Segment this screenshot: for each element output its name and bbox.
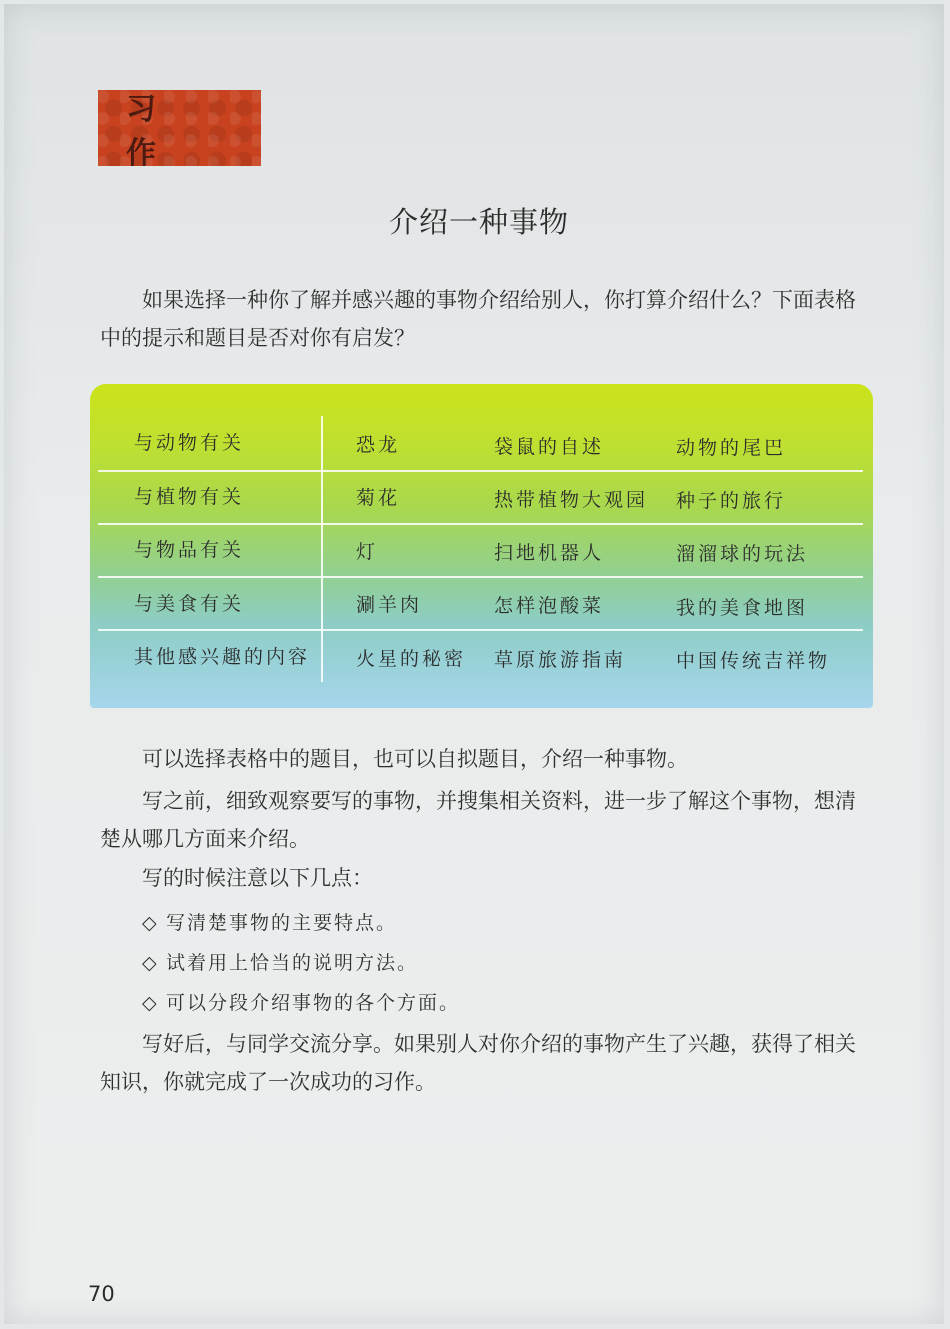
table-row-divider [98, 629, 863, 631]
table-cell: 热带植物大观园 [494, 489, 649, 511]
paragraph-2: 写之前，细致观察要写的事物，并搜集相关资料，进一步了解这个事物，想清楚从哪几方面来介绍。 [100, 789, 856, 851]
diamond-bullet-icon: ◇ [142, 912, 159, 934]
table-cell: 恐龙 [356, 434, 401, 456]
paragraph-4: 写好后，与同学交流分享。如果别人对你介绍的事物产生了兴趣，获得了相关知识，你就完成了一次成功的习作。 [100, 1032, 856, 1094]
table-cell: 扫地机器人 [494, 542, 605, 564]
tip-item [142, 988, 460, 1015]
section-badge: 习 作 [98, 90, 261, 166]
paragraph-3: 写的时候注意以下几点： [142, 866, 373, 890]
table-cell: 草原旅游指南 [494, 649, 627, 671]
table-category: 与美食有关 [134, 593, 245, 615]
diamond-bullet-icon: ◇ [142, 952, 159, 974]
paragraph-1: 可以选择表格中的题目，也可以自拟题目，介绍一种事物。 [142, 747, 688, 771]
table-category: 其他感兴趣的内容 [134, 646, 311, 668]
intro-paragraph: 如果选择一种你了解并感兴趣的事物介绍给别人，你打算介绍什么？下面表格中的提示和题目是否对你有启发？ [100, 288, 856, 350]
tip-item [142, 908, 397, 935]
table-cell: 中国传统吉祥物 [676, 650, 831, 672]
table-category: 与动物有关 [134, 432, 245, 454]
table-cell: 火星的秘密 [356, 648, 467, 670]
table-row-divider [98, 470, 863, 472]
tip-text: 试着用上恰当的说明方法。 [166, 952, 419, 974]
page-title: 介绍一种事物 [388, 205, 569, 239]
textbook-page [4, 4, 944, 1324]
table-cell: 怎样泡酸菜 [494, 595, 605, 617]
table-cell: 袋鼠的自述 [494, 436, 605, 458]
table-cell: 种子的旅行 [676, 490, 787, 512]
table-row-divider [98, 523, 863, 525]
table-category: 与物品有关 [134, 539, 245, 561]
tip-text: 可以分段介绍事物的各个方面。 [166, 992, 461, 1014]
page-number: 70 [88, 1282, 115, 1306]
tip-text: 写清楚事物的主要特点。 [166, 912, 398, 934]
table-category: 与植物有关 [134, 486, 245, 508]
diamond-bullet-icon: ◇ [142, 992, 159, 1014]
table-cell: 动物的尾巴 [676, 437, 787, 459]
table-cell: 溜溜球的玩法 [676, 543, 809, 565]
table-row-divider [98, 576, 863, 578]
table-cell: 涮羊肉 [356, 594, 423, 616]
tip-item [142, 948, 418, 975]
table-cell: 菊花 [356, 487, 401, 509]
table-column-divider [321, 416, 323, 682]
table-cell: 我的美食地图 [676, 597, 809, 619]
table-cell: 灯 [356, 541, 379, 563]
